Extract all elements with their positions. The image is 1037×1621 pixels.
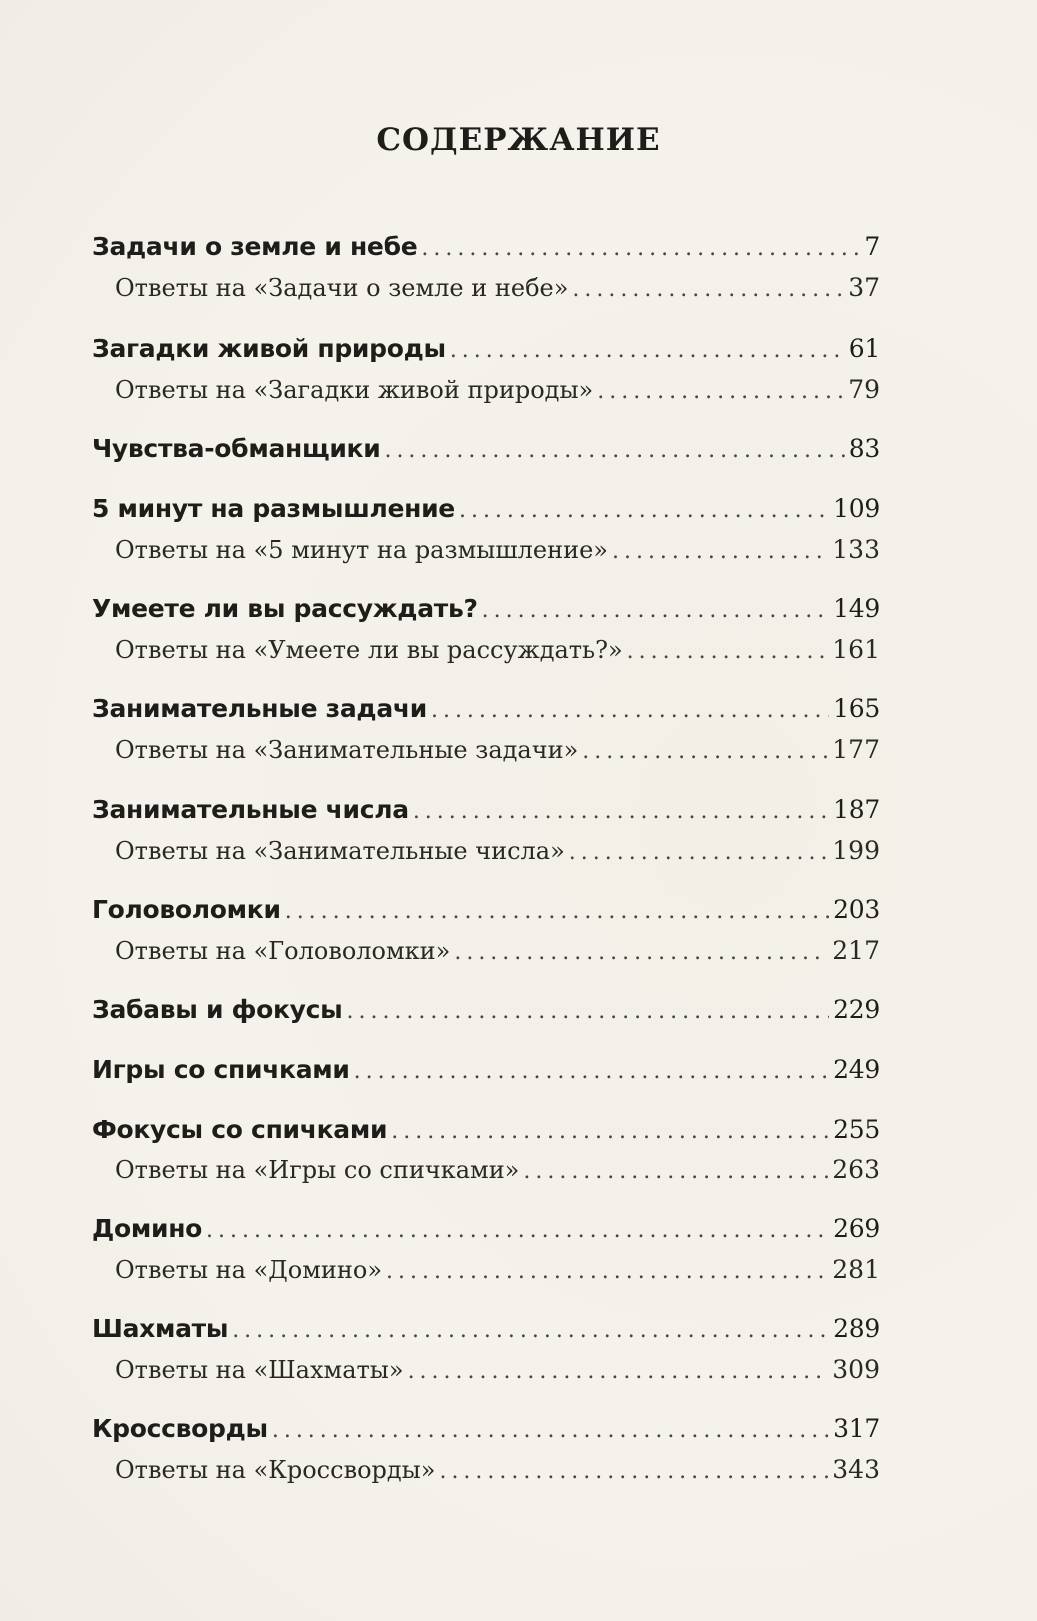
toc-answers xyxy=(115,1255,880,1284)
toc-entry-title: Кроссворды xyxy=(92,1414,268,1443)
dot-leader xyxy=(439,1459,828,1484)
dot-leader xyxy=(408,1359,829,1384)
dot-leader xyxy=(346,999,829,1024)
toc-page-number: 199 xyxy=(832,836,880,865)
toc-entry-title: Ответы на «5 минут на размышление» xyxy=(115,536,608,564)
toc-page-number: 229 xyxy=(833,995,880,1024)
toc-page-number: 309 xyxy=(832,1355,880,1384)
toc-answers xyxy=(115,1355,880,1384)
toc-entry-title: Ответы на «Домино» xyxy=(115,1256,383,1284)
toc-page-number: 109 xyxy=(833,494,880,523)
toc-page-number: 217 xyxy=(832,936,880,965)
toc-chapter xyxy=(92,232,880,261)
dot-leader xyxy=(421,236,860,261)
toc-page-number: 83 xyxy=(848,434,880,463)
toc-answers xyxy=(115,735,880,764)
toc-page-number: 79 xyxy=(848,375,880,404)
dot-leader xyxy=(272,1418,829,1443)
toc-page-number: 317 xyxy=(833,1414,880,1443)
toc-entry-title: Ответы на «Игры со спичками» xyxy=(115,1156,520,1184)
toc-entry-title: Ответы на «Умеете ли вы рассуждать?» xyxy=(115,636,623,664)
dot-leader xyxy=(285,899,829,924)
toc-page-number: 289 xyxy=(833,1314,880,1343)
toc-entry-title: Загадки живой природы xyxy=(92,334,446,363)
toc-answers xyxy=(115,1455,880,1484)
toc-page-number: 249 xyxy=(833,1055,880,1084)
dot-leader xyxy=(232,1318,829,1343)
toc-entry-title: Головоломки xyxy=(92,895,281,924)
toc-chapter xyxy=(92,1214,880,1243)
dot-leader xyxy=(391,1119,829,1144)
toc-entry-title: Фокусы со спичками xyxy=(92,1115,388,1144)
toc-chapter xyxy=(92,1115,880,1144)
page-title: СОДЕРЖАНИЕ xyxy=(376,122,661,158)
toc-chapter xyxy=(92,494,880,523)
toc-answers xyxy=(115,375,880,404)
dot-leader xyxy=(612,539,828,564)
toc-entry-title: Задачи о земле и небе xyxy=(92,232,418,261)
toc-entry-title: Ответы на «Шахматы» xyxy=(115,1356,404,1384)
dot-leader xyxy=(523,1159,828,1184)
toc-answers xyxy=(115,1155,880,1184)
toc-entry-title: Умеете ли вы рассуждать? xyxy=(92,594,478,623)
dot-leader xyxy=(627,639,829,664)
toc-answers xyxy=(115,273,880,302)
toc-entry-title: Шахматы xyxy=(92,1314,229,1343)
dot-leader xyxy=(454,940,828,965)
toc-page-number: 255 xyxy=(833,1115,880,1144)
dot-leader xyxy=(482,598,830,623)
dot-leader xyxy=(431,698,829,723)
toc-entry-title: Чувства-обманщики xyxy=(92,434,381,463)
toc-chapter xyxy=(92,1314,880,1343)
toc-chapter xyxy=(92,895,880,924)
toc-chapter xyxy=(92,795,880,824)
toc-page-number: 177 xyxy=(832,735,880,764)
toc-entry-title: Игры со спичками xyxy=(92,1055,350,1084)
toc-page-number: 7 xyxy=(864,232,880,261)
dot-leader xyxy=(384,438,844,463)
dot-leader xyxy=(569,840,828,865)
toc-entry-title: Домино xyxy=(92,1214,203,1243)
toc-entry-title: Занимательные задачи xyxy=(92,694,427,723)
toc-entry-title: Ответы на «Головоломки» xyxy=(115,937,451,965)
toc-page-number: 133 xyxy=(832,535,880,564)
toc-entry-title: Забавы и фокусы xyxy=(92,995,343,1024)
toc-page-number: 37 xyxy=(848,273,880,302)
dot-leader xyxy=(572,277,844,302)
toc-page-number: 149 xyxy=(833,594,880,623)
toc-entry-title: Ответы на «Загадки живой природы» xyxy=(115,376,594,404)
dot-leader xyxy=(597,379,844,404)
dot-leader xyxy=(354,1059,830,1084)
toc-page-number: 161 xyxy=(832,635,880,664)
toc-entry-title: 5 минут на размышление xyxy=(92,494,455,523)
toc-chapter xyxy=(92,434,880,463)
dot-leader xyxy=(413,799,829,824)
toc-answers xyxy=(115,836,880,865)
dot-leader xyxy=(450,338,845,363)
toc-page-number: 187 xyxy=(833,795,880,824)
toc-page-number: 61 xyxy=(848,334,880,363)
toc-answers xyxy=(115,635,880,664)
toc-entry-title: Ответы на «Кроссворды» xyxy=(115,1456,436,1484)
dot-leader xyxy=(206,1218,829,1243)
dot-leader xyxy=(386,1259,828,1284)
toc-page-number: 269 xyxy=(833,1214,880,1243)
toc-entry-title: Ответы на «Занимательные задачи» xyxy=(115,736,579,764)
toc-entry-title: Ответы на «Занимательные числа» xyxy=(115,837,565,865)
toc-page-number: 281 xyxy=(832,1255,880,1284)
toc-entry-title: Занимательные числа xyxy=(92,795,409,824)
toc-page-number: 343 xyxy=(832,1455,880,1484)
toc-chapter xyxy=(92,594,880,623)
toc-chapter xyxy=(92,1055,880,1084)
toc-entry-title: Ответы на «Задачи о земле и небе» xyxy=(115,274,569,302)
toc-page-number: 165 xyxy=(833,694,880,723)
dot-leader xyxy=(459,498,829,523)
toc-answers xyxy=(115,936,880,965)
toc-page-number: 203 xyxy=(833,895,880,924)
dot-leader xyxy=(582,739,828,764)
toc-chapter xyxy=(92,995,880,1024)
toc-page-number: 263 xyxy=(832,1155,880,1184)
toc-answers xyxy=(115,535,880,564)
toc-chapter xyxy=(92,694,880,723)
toc-chapter xyxy=(92,334,880,363)
toc-chapter xyxy=(92,1414,880,1443)
